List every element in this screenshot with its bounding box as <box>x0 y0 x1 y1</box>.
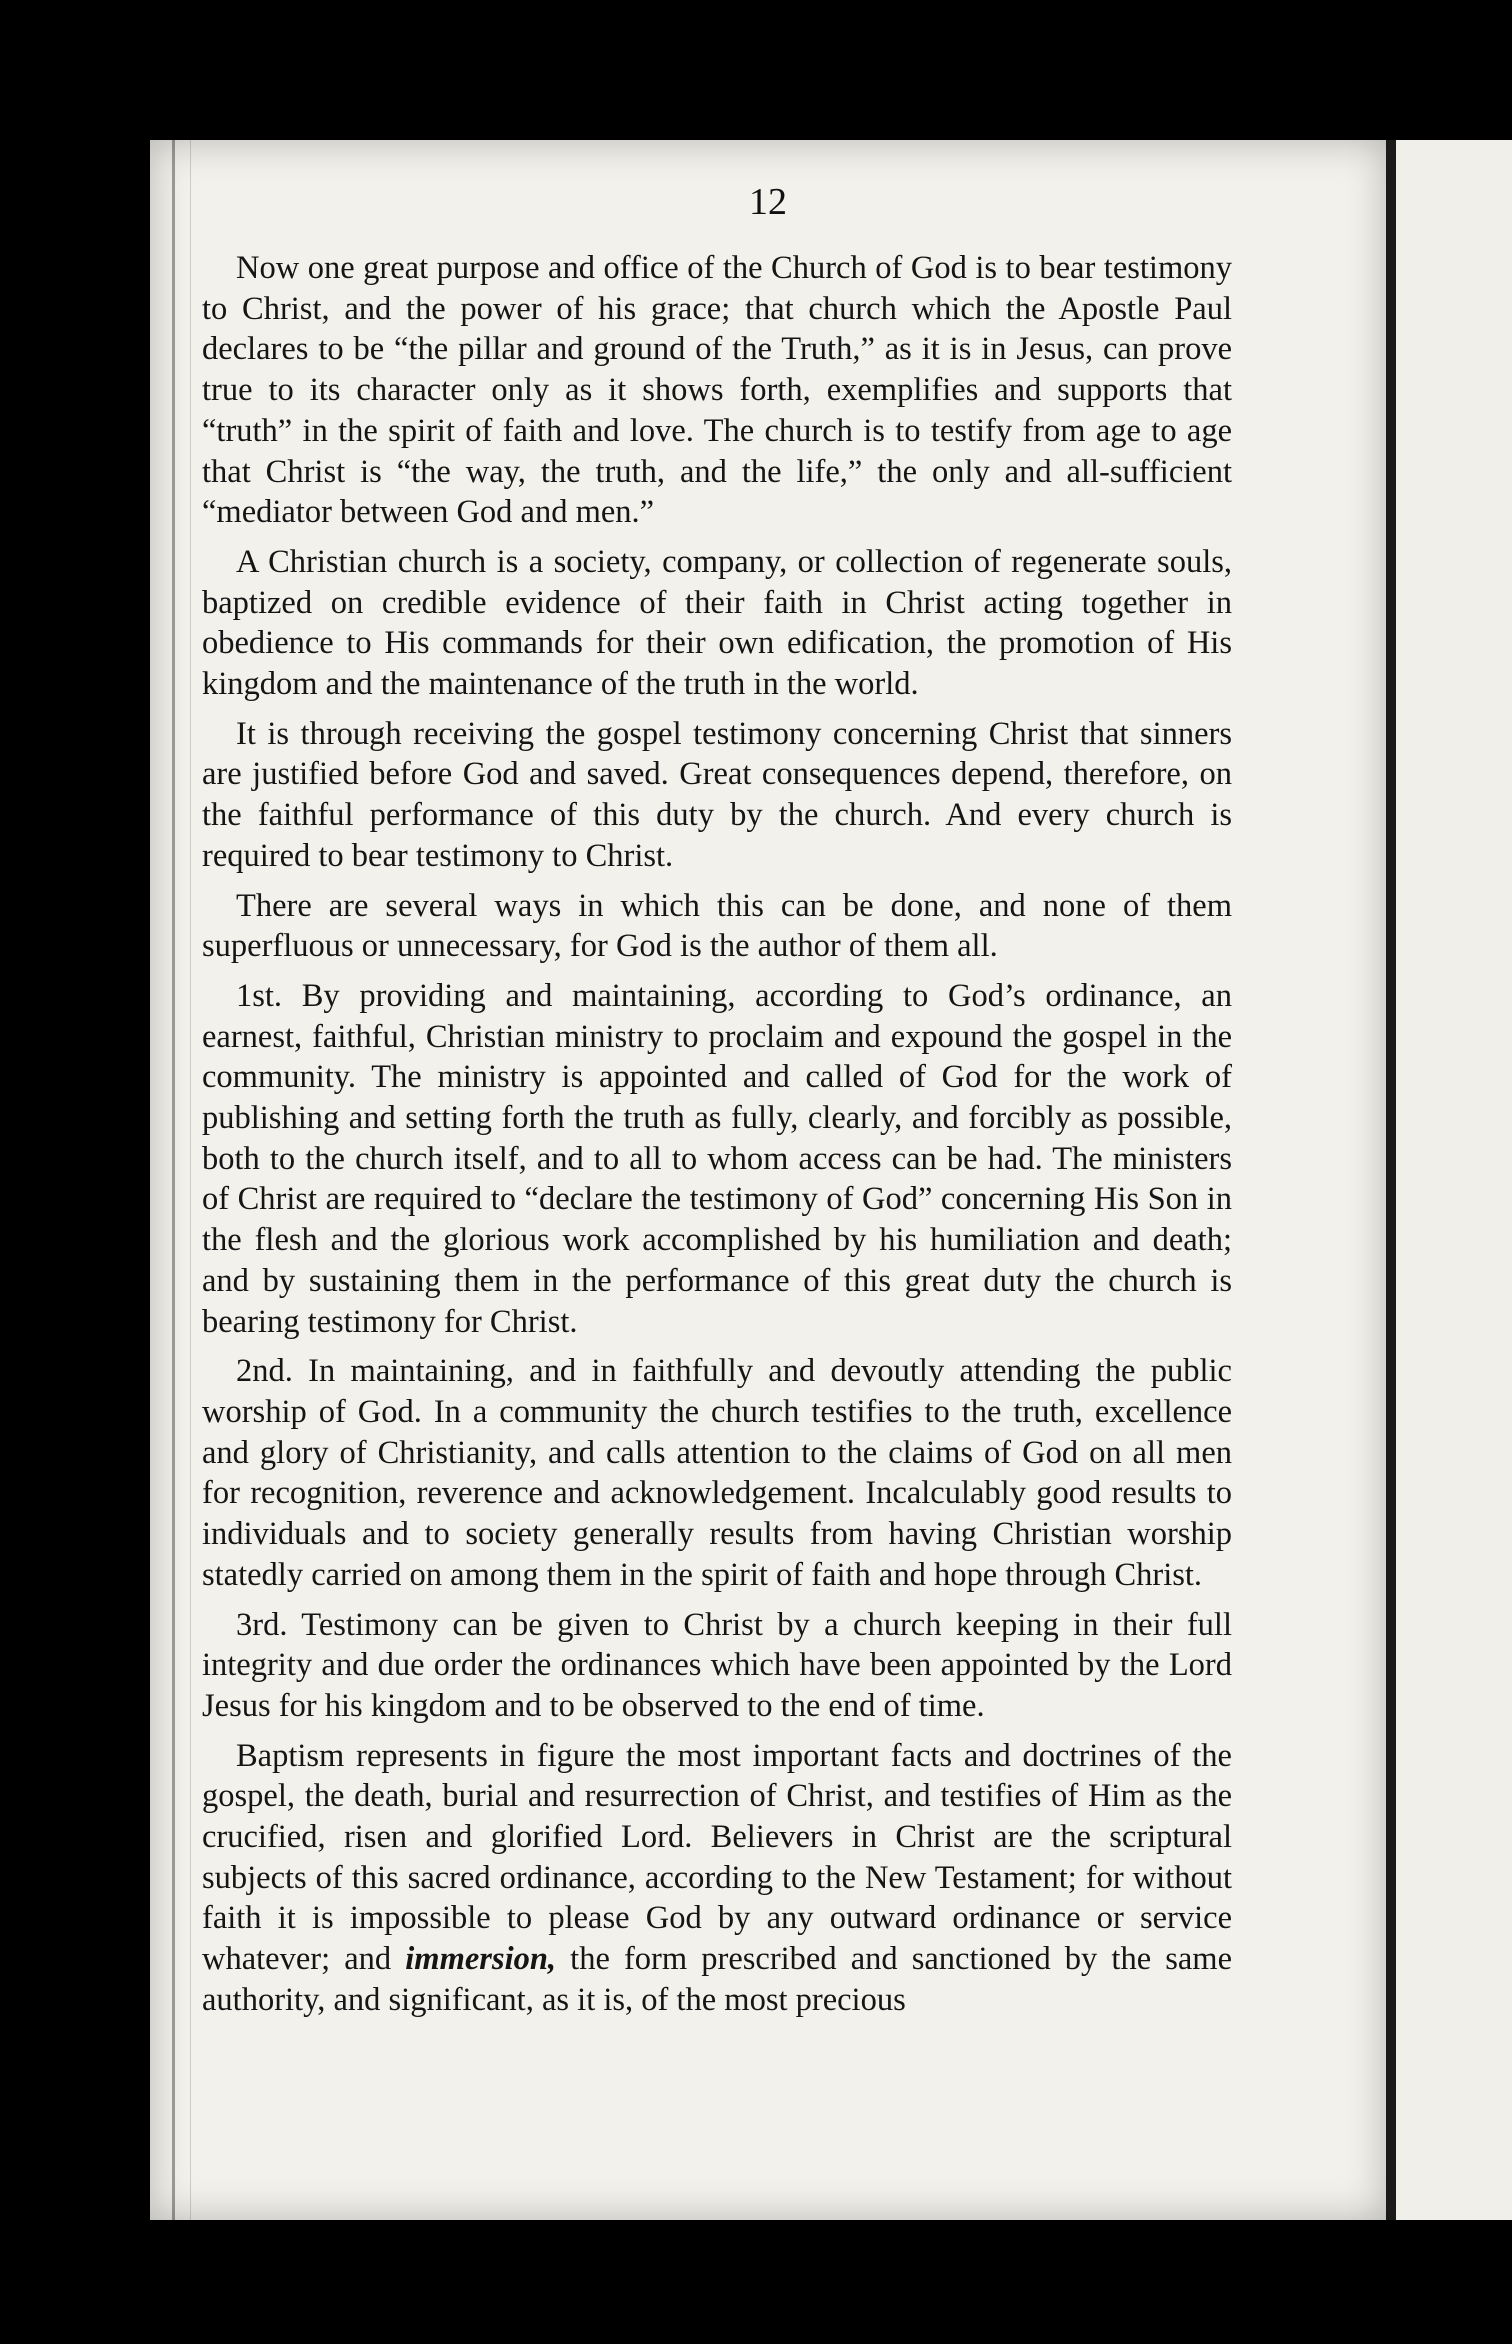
paragraph-third-ordinances: 3rd. Testimony can be given to Christ by a church keeping in their full integrity and due order the ordinances which have been appointed by the Lord Jesus for his kingdom and to be observed to the end of time. <box>202 1606 1232 1724</box>
page-inner-rule <box>190 140 191 2220</box>
paragraph-church-purpose: Now one great purpose and office of the Church of God is to bear testimony to Christ, and the power of his grace; that church which the Apostle Paul declares to be “the pillar and ground of the Truth,” as it is in Jesus, can prove true to its character only as it shows forth, exemplifies and supports that “truth” in the spirit of faith and love. The church is to testify from age to age that Christ is “the way, the truth, and the life,” the only and all-sufficient “mediator between God and men.” <box>202 250 1232 531</box>
page-edge-shadow <box>172 140 175 2220</box>
facing-page-edge <box>1396 140 1512 2220</box>
book-gutter <box>1386 140 1396 2220</box>
book-page <box>150 140 1386 2220</box>
paragraph-second-worship: 2nd. In maintaining, and in faithfully and devoutly attending the public worship of God. In a community the church testifies to the truth, excellence and glory of Christianity, and calls attention to the claims of God on all men for recognition, reverence and acknowledgement. Incalculably good results to individuals and to society generally results from having Christian worship statedly carried on among them in the spirit of faith and hope through Christ. <box>202 1353 1232 1593</box>
baptism-text-before: Baptism represents in figure the most important facts and doctrines of the gospel, the death, burial and resurrection of Christ, and testifies of Him as the crucified, risen and glorified Lord. Believers in Christ are the scriptural subjects of this sacred ordinance, according to the New Testament; for without faith it is impossible to please God by any outward ordinance or service whatever; and <box>202 1737 1232 1978</box>
body-text <box>202 248 1232 2030</box>
baptism-text-after: the form prescribed and sanctioned by the same authority, and significant, as it is, of the most precious <box>202 1941 1232 2018</box>
paragraph-baptism <box>202 1736 1232 2021</box>
paragraph-first-ministry: 1st. By providing and maintaining, according to God’s ordinance, an earnest, faithful, Christian ministry to proclaim and expound the gospel in the community. The ministry is appointed and called of God for the work of publishing and setting forth the truth as fully, clearly, and forcibly as possible, both to the church itself, and to all to whom access can be had. The ministers of Christ are required to “declare the testimony of God” concerning His Son in the flesh and the glorious work accomplished by his humiliation and death; and by sustaining them in the performance of this great duty the church is bearing testimony for Christ. <box>202 977 1232 1340</box>
paragraph-church-definition: A Christian church is a society, company, or collection of regenerate souls, baptized on credible evidence of their faith in Christ acting together in obedience to His commands for their own edification, the promotion of His kingdom and the maintenance of the truth in the world. <box>202 543 1232 703</box>
page-number: 12 <box>749 181 787 223</box>
paragraph-gospel-testimony: It is through receiving the gospel testimony concerning Christ that sinners are justified before God and saved. Great consequences depend, therefore, on the faithful performance of this duty by the church. And every church is required to bear testimony to Christ. <box>202 715 1232 874</box>
paragraph-several-ways: There are several ways in which this can be done, and none of them superfluous or unnecessary, for God is the author of them all. <box>202 887 1232 965</box>
immersion-emphasis: immersion, <box>405 1941 557 1978</box>
